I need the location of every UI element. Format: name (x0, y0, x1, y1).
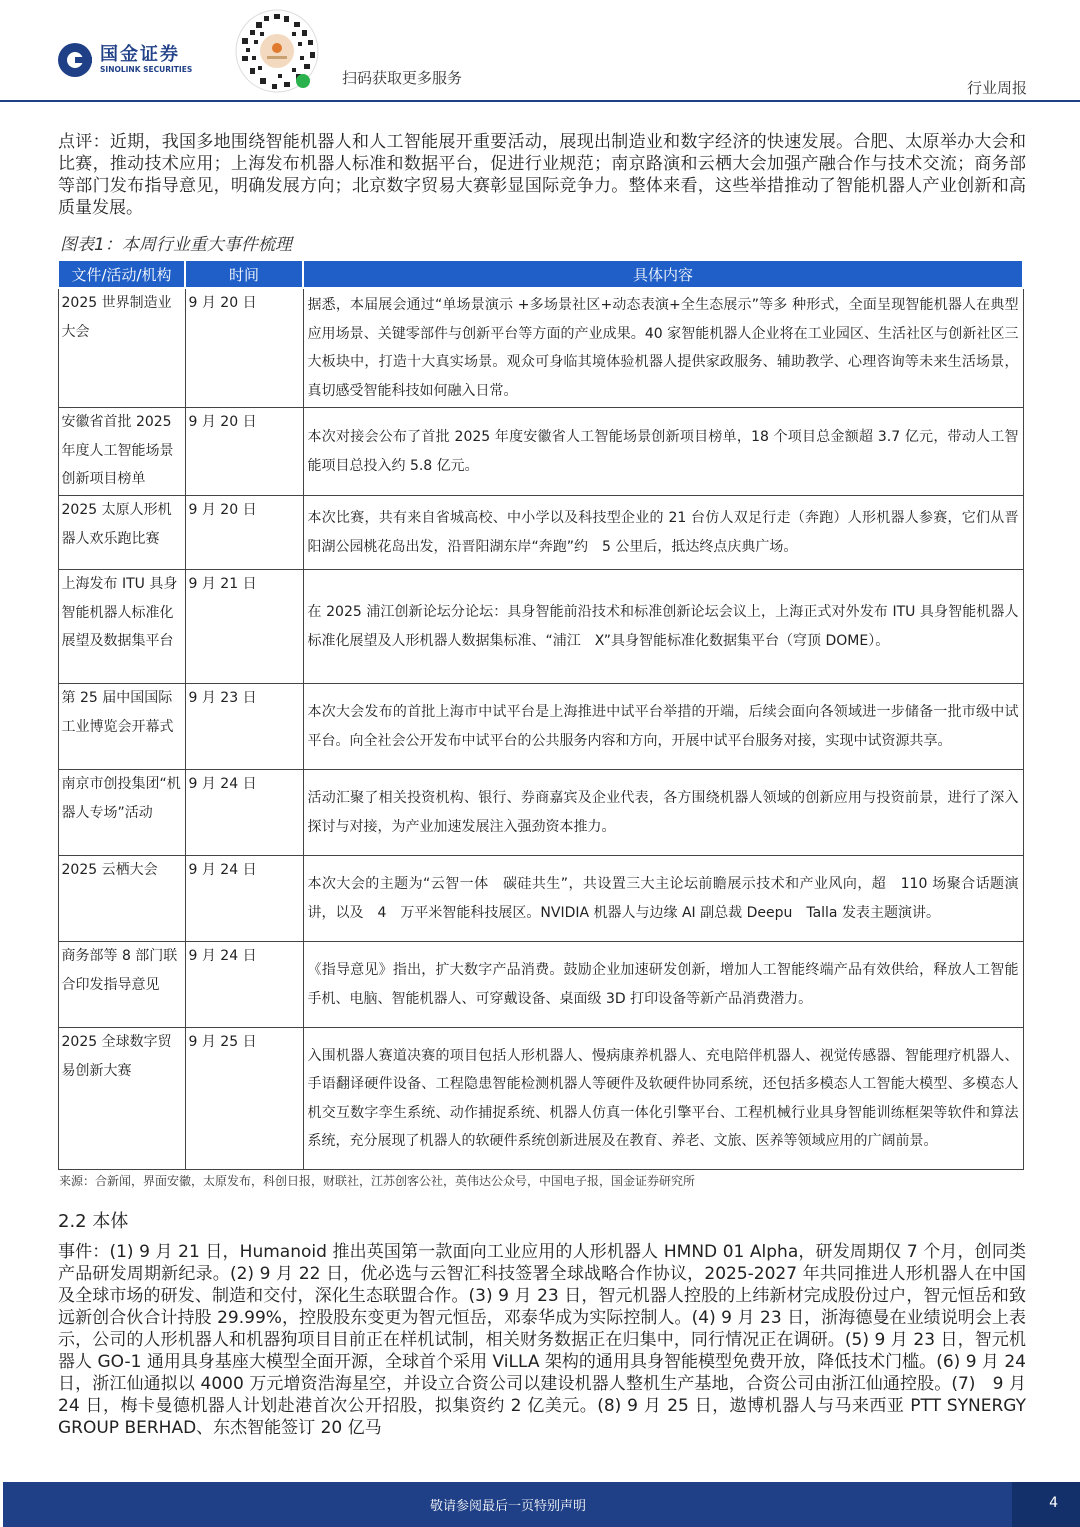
row-content: 本次大会发布的首批上海市中试平台是上海推进中试平台举措的开端，后续会面向各领域进一步储备一批市级中试平台。向全社会公开发布中试平台的公共服务内容和方向，开展中试平台服务对接，实现中试资源共享。 (303, 684, 1023, 770)
table-row (58, 496, 1023, 570)
row-date: 9 月 21 日 (185, 570, 303, 684)
row-content: 入围机器人赛道决赛的项目包括人形机器人、慢病康养机器人、充电陪伴机器人、视觉传感器、智能理疗机器人、手语翻译硬件设备、工程隐患智能检测机器人等硬件及软硬件协同系统，还包括多模态人工智能大模型、多模态人机交互数字孪生系统、动作捕捉系统、机器人仿真一体化引擎平台、工程机械行业具身智能训练框架等软件和算法系统，充分展现了机器人的软硬件系统创新进展及在教育、养老、文旅、医养等领域应用的广阔前景。 (303, 1028, 1023, 1170)
page-number-box (1012, 1482, 1080, 1527)
row-date: 9 月 24 日 (185, 856, 303, 942)
row-org: 2025 全球数字贸易创新大赛 (58, 1028, 185, 1170)
row-org: 商务部等 8 部门联合印发指导意见 (58, 942, 185, 1028)
table-row (58, 856, 1023, 942)
qr-code-icon[interactable] (234, 8, 320, 94)
table-row (58, 408, 1023, 496)
page-header (0, 0, 1080, 102)
row-content: 本次比赛，共有来自省城高校、中小学以及科技型企业的 21 台仿人双足行走（奔跑）人形机器人参赛，它们从晋阳湖公园桃花岛出发，沿晋阳湖东岸“奔跑”约 5 公里后，抵达终点庆典广场。 (303, 496, 1023, 570)
page-footer (3, 1482, 1080, 1527)
row-org: 上海发布 ITU 具身智能机器人标准化展望及数据集平台 (58, 570, 185, 684)
logo-icon (58, 43, 92, 77)
page-number: 4 (1049, 1495, 1058, 1511)
row-date: 9 月 25 日 (185, 1028, 303, 1170)
row-date: 9 月 20 日 (185, 408, 303, 496)
row-date: 9 月 24 日 (185, 770, 303, 856)
row-org: 2025 太原人形机器人欢乐跑比赛 (58, 496, 185, 570)
row-content: 据悉，本届展会通过“单场景演示 +多场景社区+动态表演+全生态展示”等多 种形式，全面呈现智能机器人在典型应用场景、关键零部件与创新平台等方面的产业成果。40 家智能机器人企业将在工业园区、生活社区与创新社区三大板块中，打造十大真实场景。观众可身临其境体验机器人提供家政服务、辅助教学、心理咨询等未来生活场景，真切感受智能科技如何融入日常。 (303, 288, 1023, 408)
figure-title: 图表1：本周行业重大事件梳理 (60, 235, 292, 255)
table-row (58, 1028, 1023, 1170)
table-source-note: 来源：合新闻，界面安徽，太原发布，科创日报，财联社，江苏创客公社，英伟达公众号，中国电子报，国金证券研究所 (59, 1174, 696, 1188)
row-org: 安徽省首批 2025 年度人工智能场景创新项目榜单 (58, 408, 185, 496)
report-type: 行业周报 (966, 79, 1027, 97)
header-content: 具体内容 (303, 260, 1023, 288)
table-header-row (58, 260, 1023, 288)
row-org: 2025 云栖大会 (58, 856, 185, 942)
table-row (58, 570, 1023, 684)
section-heading: 2.2 本体 (58, 1211, 129, 1232)
header-org: 文件/活动/机构 (58, 260, 185, 288)
table-row (58, 770, 1023, 856)
table-row (58, 288, 1023, 408)
row-org: 南京市创投集团“机器人专场”活动 (58, 770, 185, 856)
events-paragraph: 事件：(1) 9 月 21 日，Humanoid 推出英国第一款面向工业应用的人形机器人 HMND 01 Alpha，研发周期仅 7 个月，创同类产品研发周期新纪录。(2) 9 月 22 日，优必选与云智汇科技签署全球战略合作协议，2025-2027 年共同推进人形机器人在中国及全球市场的研发、制造和交付，深化生态联盟合作。(3) 9 月 23 日，智元机器人控股的上纬新材完成股份过户，智元恒岳和致远新创合伙合计持股 29.99%，控股股东变更为智元恒岳，邓泰华成为实际控制人。(4) 9 月 23 日，浙海德曼在业绩说明会上表示，公司的人形机器人和机器狗项目目前正在样机试制，相关财务数据正在归集中，同行情况正在调研。(5) 9 月 23 日，智元机器人 GO-1 通用具身基座大模型全面开源，全球首个采用 ViLLA 架构的通用具身智能模型免费开放，降低技术门槛。(6) 9 月 24 日，浙江仙通拟以 4000 万元增资浩海星空，并设立合资公司以建设机器人整机生产基地，合资公司由浙江仙通控股。(7) 9 月 24 日，梅卡曼德机器人计划赴港首次公开招股，拟集资约 2 亿美元。(8) 9 月 25 日，遨博机器人与马来西亚 PTT SYNERGY GROUP BERHAD、东杰智能签订 20 亿马 (58, 1242, 1026, 1438)
row-date: 9 月 20 日 (185, 288, 303, 408)
row-content: 在 2025 浦江创新论坛分论坛：具身智能前沿技术和标准创新论坛会议上，上海正式对外发布 ITU 具身智能机器人标准化展望及人形机器人数据集标准、“浦江 X”具身智能标准化数据集平台（穹顶 DOME）。 (303, 570, 1023, 684)
logo-name-en: SINOLINK SECURITIES (100, 65, 193, 74)
row-content: 活动汇聚了相关投资机构、银行、券商嘉宾及企业代表，各方围绕机器人领域的创新应用与投资前景，进行了深入探讨与对接，为产业加速发展注入强劲资本推力。 (303, 770, 1023, 856)
row-content: 本次对接会公布了首批 2025 年度安徽省人工智能场景创新项目榜单，18 个项目总金额超 3.7 亿元，带动人工智能项目总投入约 5.8 亿元。 (303, 408, 1023, 496)
row-org: 2025 世界制造业大会 (58, 288, 185, 408)
table-row (58, 684, 1023, 770)
row-date: 9 月 24 日 (185, 942, 303, 1028)
commentary-paragraph: 点评：近期，我国多地围绕智能机器人和人工智能展开重要活动，展现出制造业和数字经济的快速发展。合肥、太原举办大会和比赛，推动技术应用；上海发布机器人标准和数据平台，促进行业规范；南京路演和云栖大会加强产融合作与技术交流；商务部等部门发布指导意见，明确发展方向；北京数字贸易大赛彰显国际竞争力。整体来看，这些举措推动了智能机器人产业创新和高质量发展。 (58, 132, 1026, 218)
row-content: 《指导意见》指出，扩大数字产品消费。鼓励企业加速研发创新，增加人工智能终端产品有效供给，释放人工智能手机、电脑、智能机器人、可穿戴设备、桌面级 3D 打印设备等新产品消费潜力。 (303, 942, 1023, 1028)
row-content: 本次大会的主题为“云智一体 碳硅共生”，共设置三大主论坛前瞻展示技术和产业风向，超 110 场聚合话题演讲，以及 4 万平米智能科技展区。NVIDIA 机器人与边缘 AI 副总裁 Deepu Talla 发表主题演讲。 (303, 856, 1023, 942)
header-divider (0, 100, 1080, 102)
table-row (58, 942, 1023, 1028)
logo-name-cn: 国金证券 (100, 44, 180, 65)
events-table (57, 259, 1024, 1170)
header-date: 时间 (185, 260, 303, 288)
qr-caption: 扫码获取更多服务 (342, 69, 463, 87)
row-date: 9 月 20 日 (185, 496, 303, 570)
disclaimer-notice[interactable]: 敬请参阅最后一页特别声明 (429, 1499, 586, 1514)
row-org: 第 25 届中国国际工业博览会开幕式 (58, 684, 185, 770)
company-logo (58, 43, 192, 77)
row-date: 9 月 23 日 (185, 684, 303, 770)
